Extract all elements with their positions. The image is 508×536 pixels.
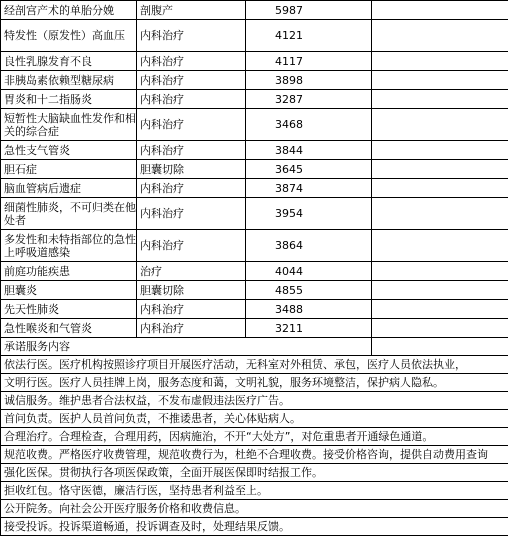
table-row: [1, 71, 508, 90]
commitment-row: [1, 374, 508, 392]
commitments-title[interactable]: 承诺服务内容: [1, 338, 372, 356]
disease-name-cell[interactable]: 胆石症: [1, 160, 137, 179]
disease-name-cell[interactable]: 多发性和未特指部位的急性上呼吸道感染: [1, 230, 137, 262]
table-row: [1, 198, 508, 230]
empty-cell[interactable]: [372, 262, 508, 281]
table-row: [1, 319, 508, 338]
value-cell[interactable]: 4855: [246, 281, 372, 300]
empty-cell[interactable]: [372, 20, 508, 52]
treatment-cell[interactable]: 内科治疗: [137, 230, 246, 262]
commitment-item[interactable]: 文明行医。医疗人员挂牌上岗，服务态度和蔼，文明礼貌，服务环境整洁，保护病人隐私。: [1, 374, 508, 392]
disease-name-cell[interactable]: 急性支气管炎: [1, 141, 137, 160]
value-cell[interactable]: 4117: [246, 52, 372, 71]
empty-cell[interactable]: [372, 300, 508, 319]
empty-cell[interactable]: [372, 52, 508, 71]
table-row: [1, 179, 508, 198]
table-row: [1, 52, 508, 71]
empty-cell[interactable]: [372, 281, 508, 300]
empty-cell[interactable]: [372, 109, 508, 141]
commitment-row: [1, 518, 508, 536]
commitment-item[interactable]: 依法行医。医疗机构按照诊疗项目开展医疗活动，无科室对外租赁、承包，医疗人员依法执业，: [1, 356, 508, 374]
empty-cell[interactable]: [372, 230, 508, 262]
treatment-cell[interactable]: 内科治疗: [137, 300, 246, 319]
commitment-row: [1, 446, 508, 464]
value-cell[interactable]: 3864: [246, 230, 372, 262]
treatment-cell[interactable]: 内科治疗: [137, 141, 246, 160]
empty-cell[interactable]: [372, 1, 508, 20]
value-cell[interactable]: 3211: [246, 319, 372, 338]
commitment-row: [1, 356, 508, 374]
empty-cell[interactable]: [372, 71, 508, 90]
value-cell[interactable]: 3954: [246, 198, 372, 230]
disease-name-cell[interactable]: 胃炎和十二指肠炎: [1, 90, 137, 109]
disease-name-cell[interactable]: 先天性肺炎: [1, 300, 137, 319]
value-cell[interactable]: 3468: [246, 109, 372, 141]
commitment-item[interactable]: 诚信服务。维护患者合法权益，不发布虚假违法医疗广告。: [1, 392, 508, 410]
commitment-item[interactable]: 强化医保。贯彻执行各项医保政策，全面开展医保即时结报工作。: [1, 464, 508, 482]
disease-name-cell[interactable]: 细菌性肺炎，不可归类在他处者: [1, 198, 137, 230]
value-cell[interactable]: 3874: [246, 179, 372, 198]
table-row: [1, 281, 508, 300]
treatment-cell[interactable]: 内科治疗: [137, 198, 246, 230]
disease-name-cell[interactable]: 非胰岛素依赖型糖尿病: [1, 71, 137, 90]
treatment-cell[interactable]: 内科治疗: [137, 109, 246, 141]
disease-name-cell[interactable]: 前庭功能疾患: [1, 262, 137, 281]
commitments-title-row: [1, 338, 508, 356]
empty-cell[interactable]: [372, 90, 508, 109]
value-cell[interactable]: 3898: [246, 71, 372, 90]
value-cell[interactable]: 4044: [246, 262, 372, 281]
treatment-cell[interactable]: 内科治疗: [137, 179, 246, 198]
disease-name-cell[interactable]: 急性喉炎和气管炎: [1, 319, 137, 338]
treatment-cell[interactable]: 内科治疗: [137, 20, 246, 52]
disease-name-cell[interactable]: 经剖宫产术的单胎分娩: [1, 1, 137, 20]
table-row: [1, 160, 508, 179]
commitment-item[interactable]: 规范收费。严格医疗收费管理，规范收费行为，杜绝不合理收费。接受价格咨询，提供自动费用查询: [1, 446, 508, 464]
commitment-item[interactable]: 合理治疗。合理检查，合理用药，因病施治，不开“大处方”，对危重患者开通绿色通道。: [1, 428, 508, 446]
value-cell[interactable]: 5987: [246, 1, 372, 20]
treatment-cell[interactable]: 内科治疗: [137, 52, 246, 71]
treatment-cell[interactable]: 胆囊切除: [137, 160, 246, 179]
commitment-row: [1, 392, 508, 410]
disease-name-cell[interactable]: 胆囊炎: [1, 281, 137, 300]
treatment-cell[interactable]: 内科治疗: [137, 319, 246, 338]
treatment-cell[interactable]: 胆囊切除: [137, 281, 246, 300]
table-row: [1, 262, 508, 281]
commitment-row: [1, 482, 508, 500]
value-cell[interactable]: 3287: [246, 90, 372, 109]
commitment-item[interactable]: 首问负责。医护人员首问负责，不推诿患者，关心体贴病人。: [1, 410, 508, 428]
disease-name-cell[interactable]: 短暂性大脑缺血性发作和相关的综合症: [1, 109, 137, 141]
empty-cell[interactable]: [372, 179, 508, 198]
empty-cell[interactable]: [372, 319, 508, 338]
commitment-item[interactable]: 接受投诉。投诉渠道畅通，投诉调查及时，处理结果反馈。: [1, 518, 508, 536]
treatment-cell[interactable]: 内科治疗: [137, 90, 246, 109]
table-row: [1, 20, 508, 52]
commitment-row: [1, 410, 508, 428]
table-row: [1, 109, 508, 141]
table-row: [1, 230, 508, 262]
table-row: [1, 141, 508, 160]
table-row: [1, 90, 508, 109]
empty-cell[interactable]: [372, 198, 508, 230]
commitment-item[interactable]: 拒收红包。恪守医德，廉洁行医，坚持患者利益至上。: [1, 482, 508, 500]
table-row: [1, 300, 508, 319]
disease-name-cell[interactable]: 脑血管病后遗症: [1, 179, 137, 198]
disease-name-cell[interactable]: 良性乳腺发育不良: [1, 52, 137, 71]
treatment-cell[interactable]: 内科治疗: [137, 71, 246, 90]
empty-cell[interactable]: [372, 160, 508, 179]
empty-cell[interactable]: [372, 338, 508, 356]
commitment-row: [1, 500, 508, 518]
treatment-cell[interactable]: 治疗: [137, 262, 246, 281]
empty-cell[interactable]: [372, 141, 508, 160]
value-cell[interactable]: 4121: [246, 20, 372, 52]
commitment-row: [1, 464, 508, 482]
value-cell[interactable]: 3645: [246, 160, 372, 179]
commitment-item[interactable]: 公开院务。向社会公开医疗服务价格和收费信息。: [1, 500, 508, 518]
value-cell[interactable]: 3488: [246, 300, 372, 319]
commitment-row: [1, 428, 508, 446]
value-cell[interactable]: 3844: [246, 141, 372, 160]
treatment-cell[interactable]: 剖腹产: [137, 1, 246, 20]
disease-name-cell[interactable]: 特发性（原发性）高血压: [1, 20, 137, 52]
table-row: [1, 1, 508, 20]
